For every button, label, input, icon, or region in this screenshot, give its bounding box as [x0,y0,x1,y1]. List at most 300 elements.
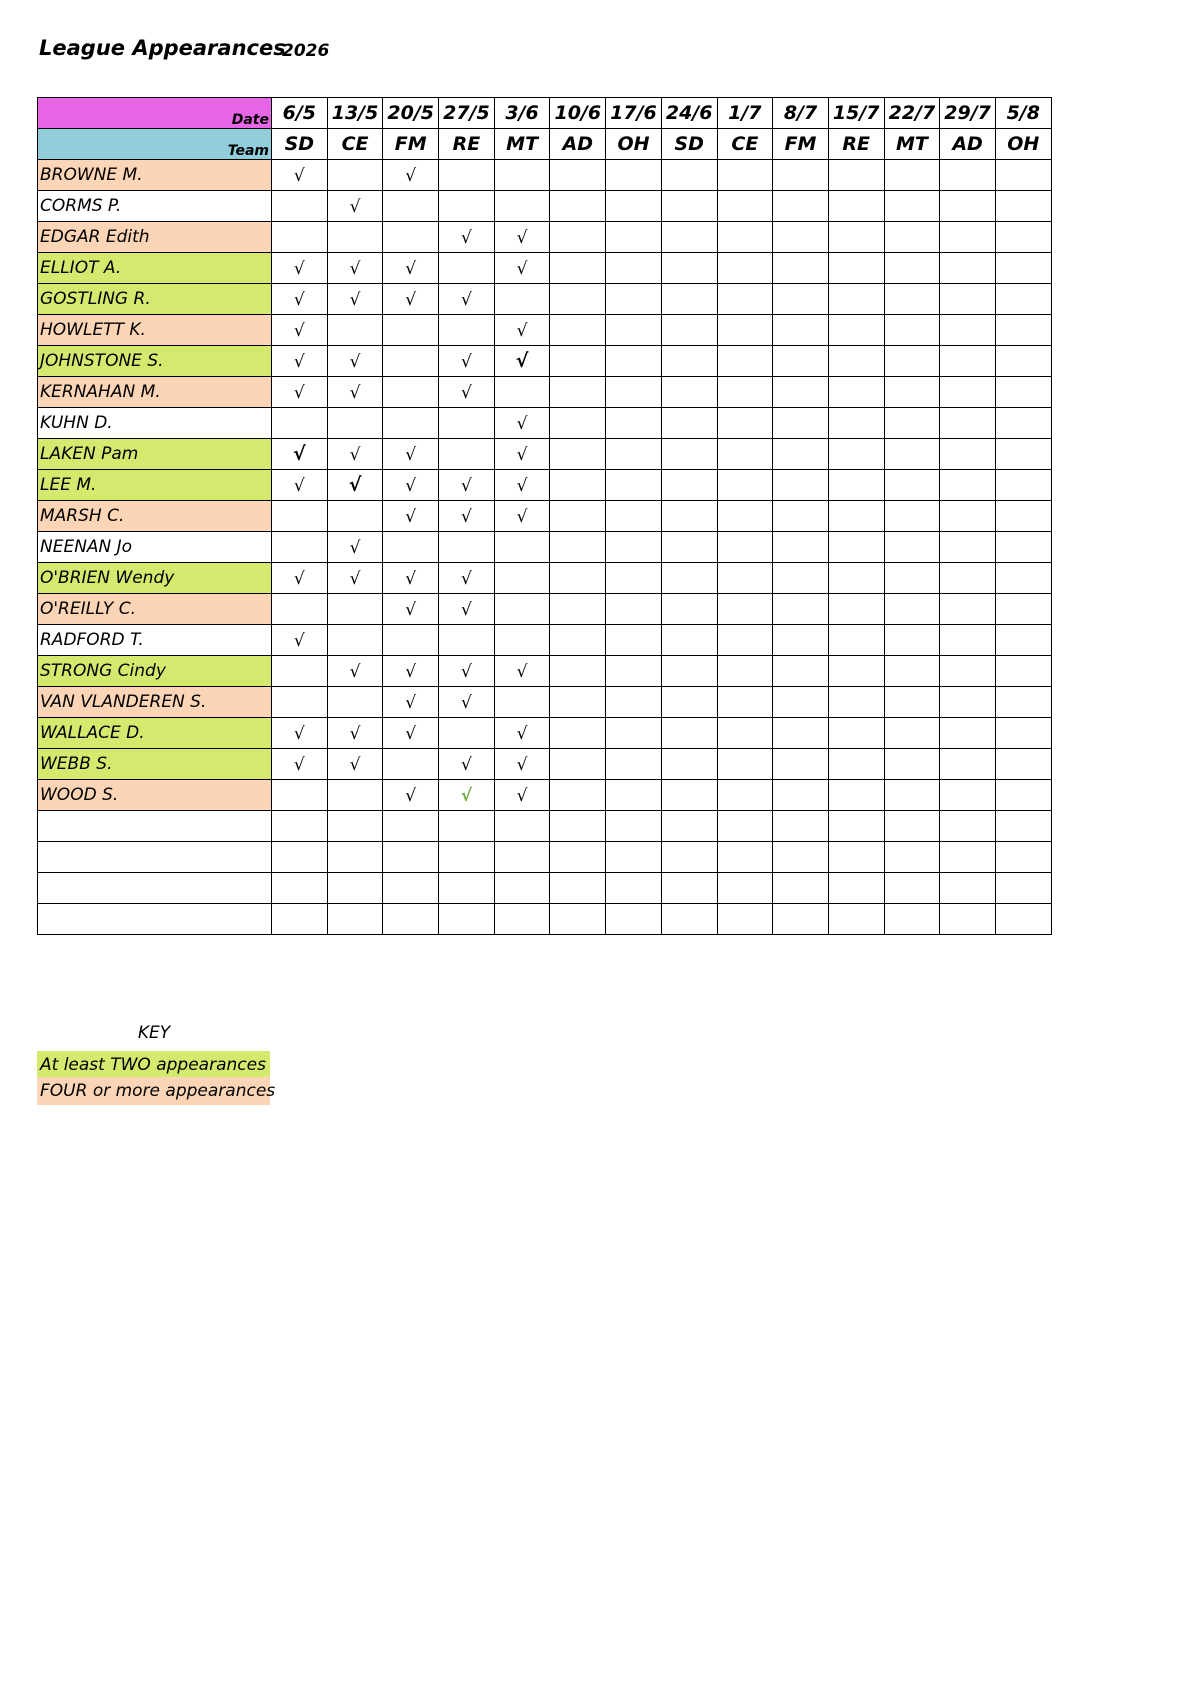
appearance-cell [606,253,662,284]
appearance-cell [940,625,996,656]
appearance-cell [327,780,383,811]
appearance-cell [327,470,383,501]
appearance-cell [606,439,662,470]
tick-mark: √ [460,383,472,403]
appearance-cell [606,780,662,811]
tick-mark: √ [349,197,361,217]
appearance-cell [828,749,884,780]
date-cell: 6/5 [272,98,328,129]
appearance-cell [995,315,1051,346]
appearance-cell [828,563,884,594]
appearance-cell [439,749,495,780]
player-name: ELLIOT A. [38,253,272,284]
tick-mark: √ [516,445,528,465]
player-row [38,749,1052,780]
appearance-cell [940,191,996,222]
appearance-cell [383,315,439,346]
appearance-cell [661,594,717,625]
appearance-cell [995,191,1051,222]
appearance-cell [272,563,328,594]
appearance-cell [383,780,439,811]
appearance-cell [717,346,773,377]
appearance-cell [272,315,328,346]
appearance-cell [606,346,662,377]
appearance-cell [995,346,1051,377]
appearance-cell [884,811,940,842]
appearance-cell [884,377,940,408]
appearance-cell [940,501,996,532]
appearance-cell [773,687,829,718]
tick-mark: √ [405,259,417,279]
appearance-cell [940,780,996,811]
appearance-cell [327,284,383,315]
appearance-cell [550,191,606,222]
appearance-cell [550,873,606,904]
appearance-cell [272,749,328,780]
appearance-cell [828,160,884,191]
appearance-cell [773,656,829,687]
player-name [38,842,272,873]
appearance-cell [439,687,495,718]
appearance-cell [494,222,550,253]
appearance-cell [828,470,884,501]
appearance-cell [773,501,829,532]
appearance-cell [717,563,773,594]
appearance-cell [439,346,495,377]
appearance-cell [995,253,1051,284]
appearance-cell [884,501,940,532]
appearance-cell [550,563,606,594]
appearance-cell [661,470,717,501]
player-row [38,718,1052,749]
appearance-cell [773,346,829,377]
appearance-cell [773,408,829,439]
appearance-cell [884,191,940,222]
appearance-cell [550,284,606,315]
appearance-cell [494,656,550,687]
appearance-cell [995,222,1051,253]
appearance-cell [940,842,996,873]
appearance-cell [717,811,773,842]
appearance-cell [272,656,328,687]
appearance-cell [828,346,884,377]
appearance-cell [661,160,717,191]
appearance-cell [773,811,829,842]
appearance-cell [661,811,717,842]
player-row [38,532,1052,563]
appearance-cell [884,780,940,811]
appearance-cell [884,873,940,904]
appearance-cell [272,594,328,625]
appearance-cell [773,439,829,470]
appearance-cell [606,811,662,842]
appearance-cell [494,563,550,594]
appearance-cell [383,749,439,780]
tick-mark: √ [349,259,361,279]
appearance-cell [995,780,1051,811]
tick-mark: √ [515,350,529,372]
player-name: WALLACE D. [38,718,272,749]
appearance-cell [383,594,439,625]
appearance-cell [606,656,662,687]
team-header-row [38,129,1052,160]
player-row [38,563,1052,594]
appearance-cell [773,532,829,563]
appearance-cell [717,749,773,780]
appearance-cell [327,594,383,625]
tick-mark: √ [516,228,528,248]
player-name: EDGAR Edith [38,222,272,253]
appearance-cell [940,470,996,501]
appearance-cell [439,718,495,749]
appearance-cell [884,160,940,191]
player-name: WEBB S. [38,749,272,780]
player-row [38,811,1052,842]
appearance-cell [773,718,829,749]
appearance-cell [717,191,773,222]
appearance-cell [327,811,383,842]
appearance-cell [439,284,495,315]
appearance-cell [828,811,884,842]
tick-mark: √ [348,474,362,496]
appearance-cell [884,222,940,253]
appearance-cell [327,439,383,470]
appearance-cell [828,191,884,222]
appearance-cell [383,284,439,315]
player-row [38,594,1052,625]
appearance-cell [884,253,940,284]
appearance-cell [439,532,495,563]
date-cell: 27/5 [439,98,495,129]
appearance-cell [606,904,662,935]
appearance-cell [383,470,439,501]
appearance-cell [995,377,1051,408]
appearance-cell [773,873,829,904]
appearance-cell [995,842,1051,873]
appearance-cell [773,904,829,935]
appearance-cell [773,594,829,625]
team-cell: FM [383,129,439,160]
appearance-cell [884,439,940,470]
appearance-cell [940,439,996,470]
appearance-cell [661,501,717,532]
player-row [38,439,1052,470]
appearance-cell [383,191,439,222]
player-name: WOOD S. [38,780,272,811]
appearance-cell [995,904,1051,935]
appearance-cell [439,594,495,625]
appearance-cell [828,594,884,625]
appearance-cell [661,842,717,873]
season-year: 2026 [282,41,330,61]
player-name: VAN VLANDEREN S. [38,687,272,718]
appearance-cell [995,873,1051,904]
tick-mark: √ [516,414,528,434]
appearance-cell [494,253,550,284]
appearance-cell [661,749,717,780]
appearance-cell [439,625,495,656]
appearance-cell [717,687,773,718]
tick-mark: √ [349,538,361,558]
tick-mark: √ [293,352,305,372]
tick-mark: √ [405,166,417,186]
appearance-cell [940,594,996,625]
player-name: KUHN D. [38,408,272,439]
appearance-cell [327,718,383,749]
appearance-cell [272,222,328,253]
appearance-cell [717,625,773,656]
appearance-cell [940,656,996,687]
tick-mark: √ [293,290,305,310]
tick-mark: √ [460,352,472,372]
player-name [38,811,272,842]
player-row [38,842,1052,873]
team-cell: AD [940,129,996,160]
appearance-cell [717,718,773,749]
date-cell: 29/7 [940,98,996,129]
appearance-cell [272,842,328,873]
appearance-cell [550,625,606,656]
appearance-cell [717,842,773,873]
appearance-cell [661,718,717,749]
appearance-cell [995,656,1051,687]
key-two-appearances: At least TWO appearances [37,1051,270,1079]
tick-mark: √ [349,662,361,682]
tick-mark: √ [349,290,361,310]
tick-mark: √ [349,569,361,589]
appearance-cell [661,346,717,377]
appearance-cell [995,470,1051,501]
appearance-cell [272,346,328,377]
appearance-cell [884,408,940,439]
appearance-cell [439,842,495,873]
date-cell: 17/6 [606,98,662,129]
date-cell: 3/6 [494,98,550,129]
appearance-cell [940,904,996,935]
appearance-cell [940,563,996,594]
appearance-cell [995,408,1051,439]
appearance-cell [884,718,940,749]
appearance-cell [327,160,383,191]
appearance-cell [606,842,662,873]
appearance-cell [494,625,550,656]
tick-mark: √ [349,383,361,403]
appearance-cell [828,284,884,315]
appearance-cell [494,532,550,563]
appearance-cell [773,222,829,253]
appearance-cell [272,408,328,439]
appearance-cell [494,346,550,377]
appearance-cell [828,656,884,687]
tick-mark: √ [405,569,417,589]
tick-mark: √ [405,662,417,682]
date-cell: 1/7 [717,98,773,129]
appearance-cell [327,687,383,718]
appearance-cell [940,253,996,284]
tick-mark: √ [460,507,472,527]
tick-mark: √ [460,600,472,620]
appearance-cell [828,780,884,811]
appearance-cell [439,904,495,935]
key-four-appearances: FOUR or more appearances [37,1077,270,1105]
player-name: O'BRIEN Wendy [38,563,272,594]
appearance-cell [661,315,717,346]
appearance-cell [773,160,829,191]
tick-mark: √ [293,724,305,744]
appearance-cell [272,439,328,470]
key-title: KEY [137,1023,171,1043]
appearance-cell [327,377,383,408]
player-name: STRONG Cindy [38,656,272,687]
team-cell: CE [327,129,383,160]
appearance-cell [884,346,940,377]
tick-mark: √ [293,259,305,279]
appearance-cell [773,253,829,284]
appearance-cell [661,408,717,439]
appearance-cell [383,501,439,532]
team-cell: SD [661,129,717,160]
player-row [38,346,1052,377]
appearance-cell [606,222,662,253]
team-cell: RE [439,129,495,160]
player-name: RADFORD T. [38,625,272,656]
appearance-cell [940,532,996,563]
player-name: HOWLETT K. [38,315,272,346]
appearance-cell [272,873,328,904]
date-cell: 20/5 [383,98,439,129]
appearance-cell [439,160,495,191]
page-title: League Appearances [39,36,286,60]
appearance-cell [550,687,606,718]
tick-mark: √ [405,786,417,806]
appearance-cell [272,687,328,718]
appearance-cell [717,253,773,284]
tick-mark: √ [516,755,528,775]
tick-mark: √ [293,443,306,465]
appearance-cell [661,625,717,656]
tick-mark: √ [293,383,305,403]
appearance-cell [494,780,550,811]
appearance-cell [661,780,717,811]
appearance-cell [884,749,940,780]
appearance-cell [439,191,495,222]
player-name [38,904,272,935]
tick-mark: √ [405,445,417,465]
appearance-cell [995,532,1051,563]
player-row [38,501,1052,532]
appearance-cell [606,284,662,315]
appearance-cell [661,532,717,563]
appearance-cell [995,563,1051,594]
player-row [38,873,1052,904]
appearance-cell [717,594,773,625]
player-row [38,160,1052,191]
appearance-cell [773,284,829,315]
appearance-cell [828,687,884,718]
tick-mark: √ [516,259,528,279]
appearance-cell [717,160,773,191]
appearance-cell [884,315,940,346]
appearance-cell [550,718,606,749]
appearance-cell [606,687,662,718]
date-cell: 13/5 [327,98,383,129]
appearance-cell [494,811,550,842]
appearance-cell [550,377,606,408]
appearance-cell [494,470,550,501]
appearance-cell [828,904,884,935]
appearance-cell [327,842,383,873]
tick-mark: √ [405,476,417,496]
appearance-cell [661,656,717,687]
appearance-cell [661,687,717,718]
team-cell: SD [272,129,328,160]
player-row [38,904,1052,935]
tick-mark: √ [460,693,472,713]
date-cell: 10/6 [550,98,606,129]
appearance-cell [383,811,439,842]
tick-mark: √ [293,569,305,589]
team-cell: MT [884,129,940,160]
player-row [38,315,1052,346]
player-row [38,656,1052,687]
appearance-cell [717,222,773,253]
date-cell: 15/7 [828,98,884,129]
appearance-cell [606,470,662,501]
appearance-cell [439,811,495,842]
player-row [38,625,1052,656]
appearance-cell [494,904,550,935]
appearance-cell [884,470,940,501]
appearance-cell [327,253,383,284]
tick-mark: √ [405,507,417,527]
tick-mark: √ [293,476,305,496]
tick-mark: √ [293,631,305,651]
appearance-cell [884,532,940,563]
date-cell: 22/7 [884,98,940,129]
appearance-cell [606,160,662,191]
appearance-cell [439,253,495,284]
appearance-cell [272,253,328,284]
tick-mark: √ [349,724,361,744]
player-row [38,470,1052,501]
appearance-cell [383,408,439,439]
appearances-table [37,97,1052,935]
appearance-cell [884,656,940,687]
appearance-cell [717,439,773,470]
appearance-cell [550,501,606,532]
appearance-cell [327,222,383,253]
team-cell: AD [550,129,606,160]
appearance-cell [494,377,550,408]
appearance-cell [494,718,550,749]
appearance-cell [940,222,996,253]
appearance-cell [773,563,829,594]
appearance-cell [327,749,383,780]
appearance-cell [327,904,383,935]
appearance-cell [717,904,773,935]
appearance-cell [661,377,717,408]
appearance-cell [940,687,996,718]
appearance-cell [940,377,996,408]
appearance-cell [995,501,1051,532]
appearance-cell [995,284,1051,315]
appearance-cell [272,811,328,842]
appearance-cell [439,656,495,687]
appearance-cell [439,377,495,408]
appearance-cell [828,315,884,346]
appearance-cell [717,501,773,532]
appearance-cell [550,749,606,780]
